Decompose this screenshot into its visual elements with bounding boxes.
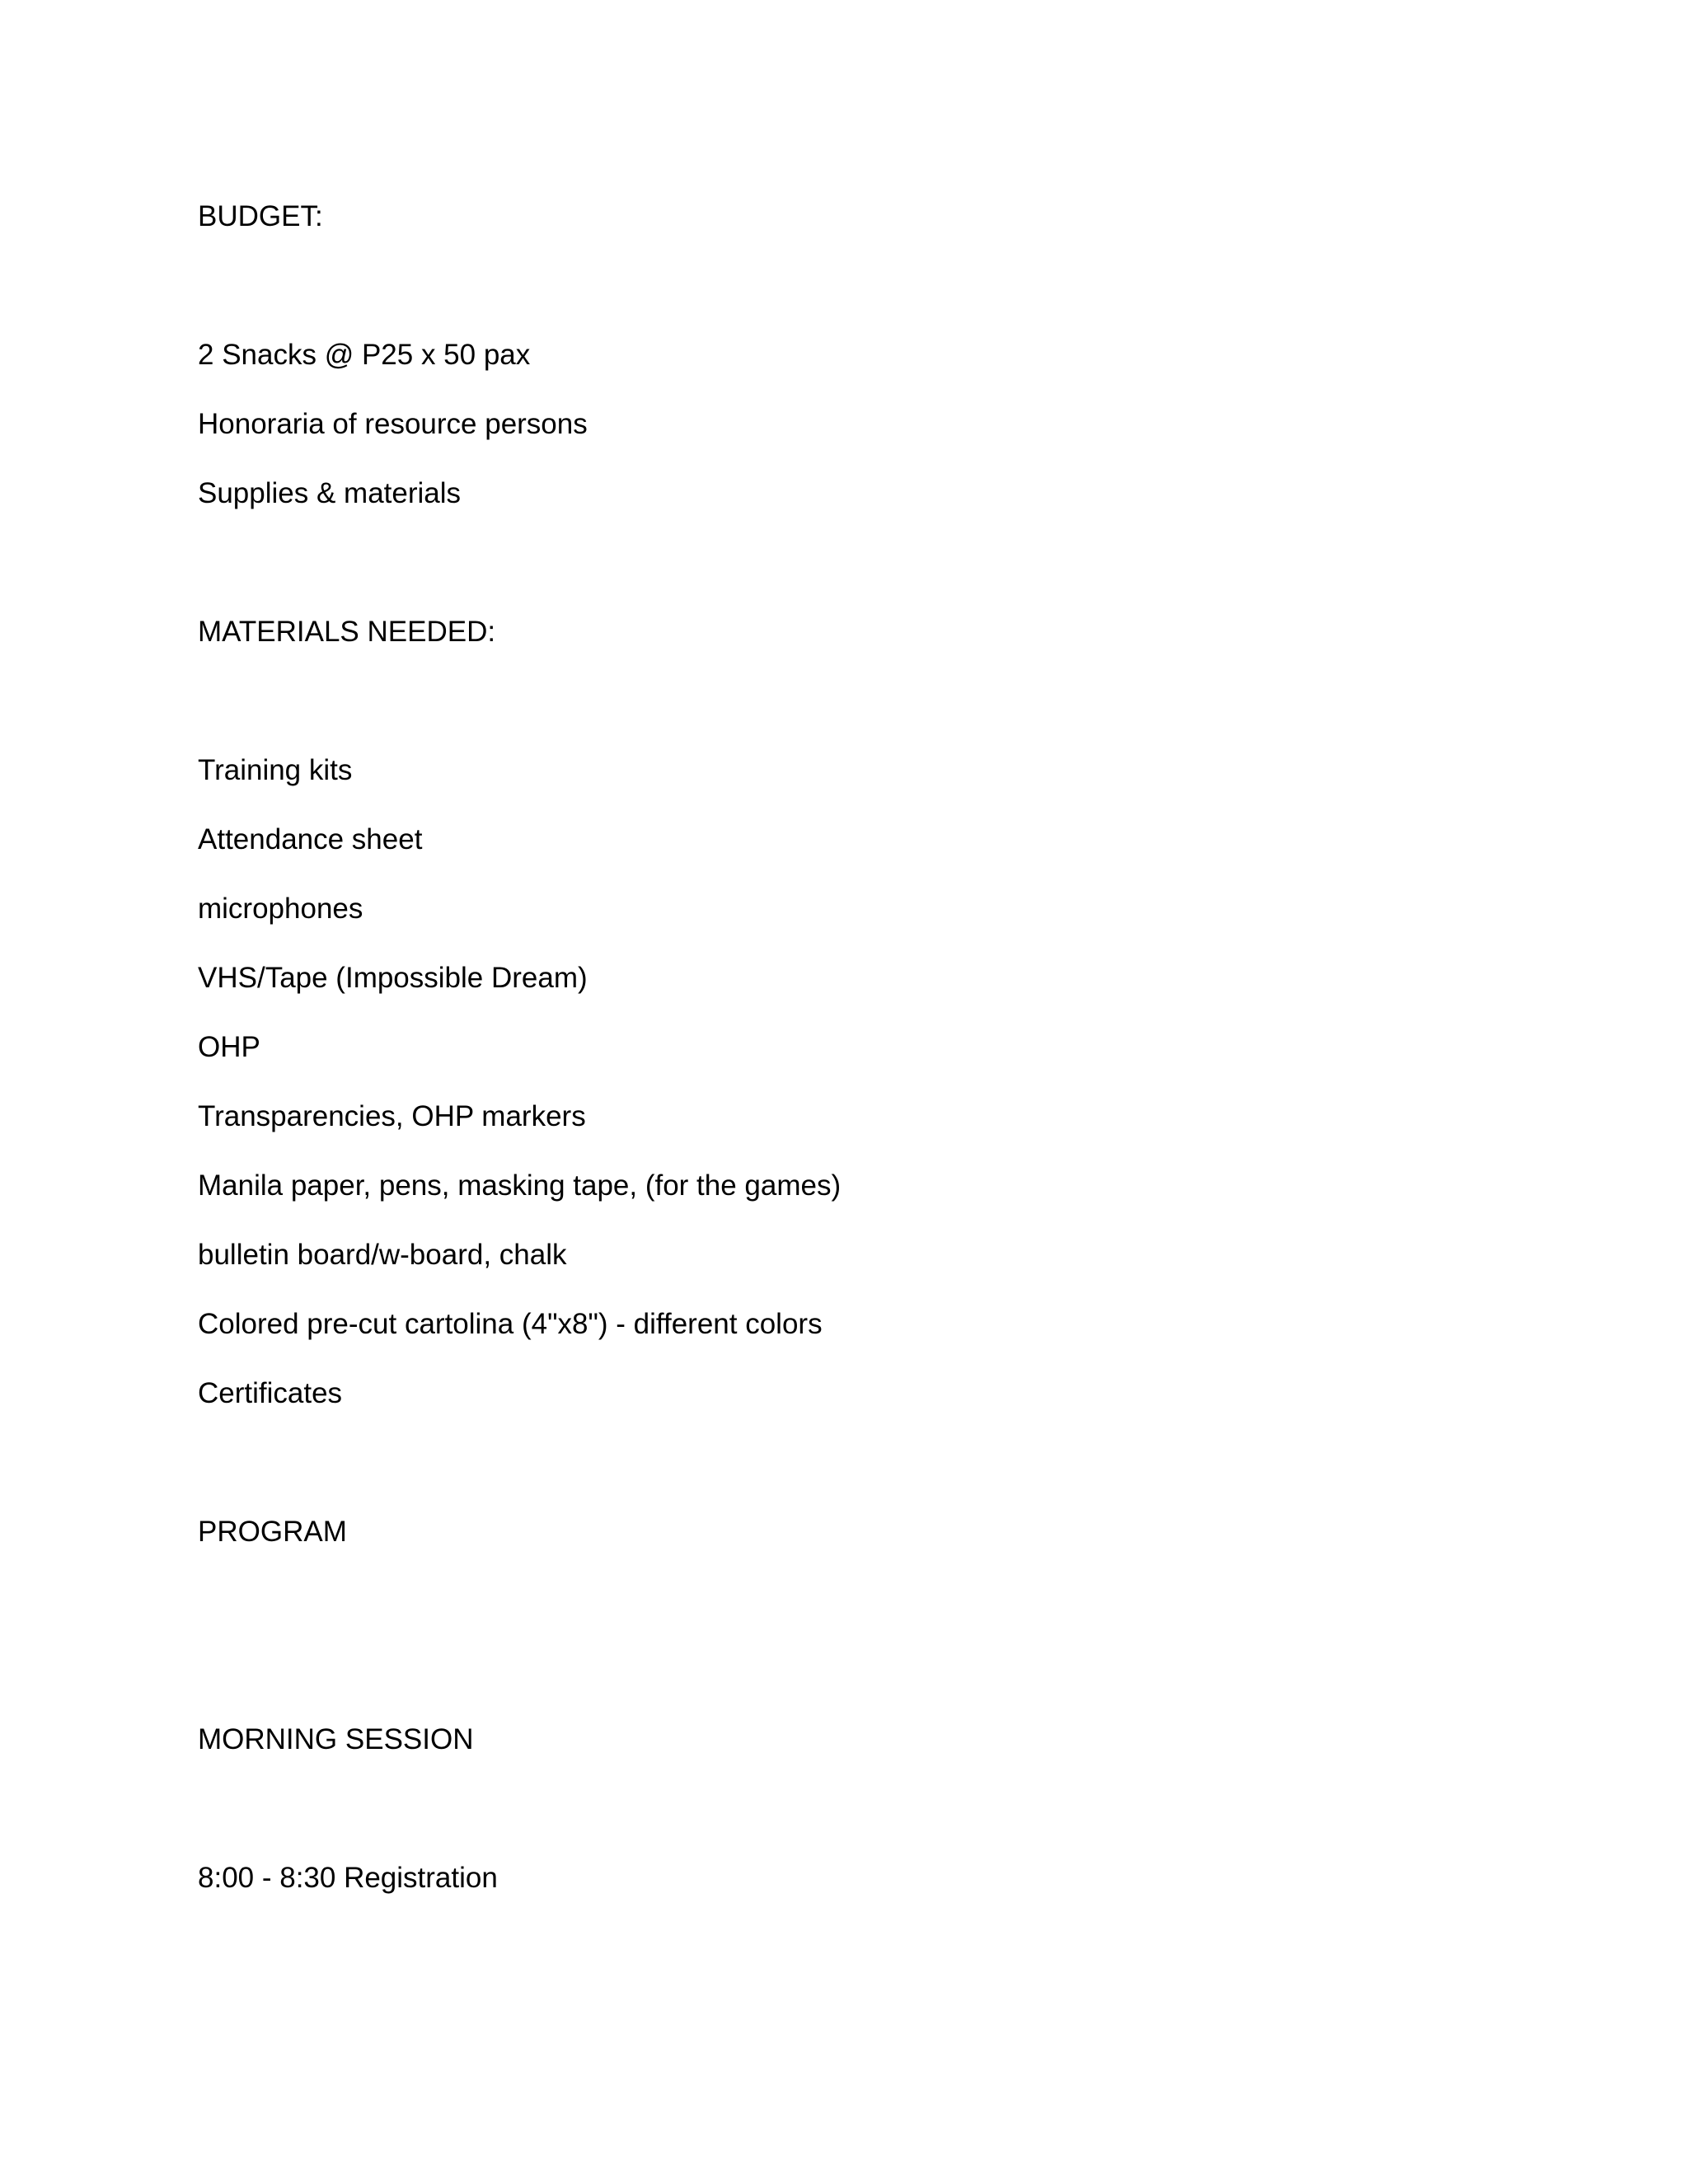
materials-item: Transparencies, OHP markers [198, 1100, 586, 1132]
budget-item-honoraria: Honoraria of resource persons [198, 408, 588, 440]
materials-item: Manila paper, pens, masking tape, (for the games) [198, 1169, 842, 1202]
materials-item: Attendance sheet [198, 823, 423, 855]
program-item-registration: 8:00 - 8:30 Registration [198, 1862, 498, 1894]
program-heading: PROGRAM [198, 1516, 347, 1548]
budget-heading: BUDGET: [198, 200, 323, 232]
budget-item-supplies: Supplies & materials [198, 477, 462, 509]
materials-item: OHP [198, 1031, 260, 1063]
budget-item-snacks: 2 Snacks @ P25 x 50 pax [198, 339, 531, 371]
materials-item: Colored pre-cut cartolina (4"x8") - different colors [198, 1308, 823, 1340]
materials-item: Training kits [198, 754, 353, 786]
morning-session-heading: MORNING SESSION [198, 1723, 474, 1755]
materials-item: microphones [198, 893, 363, 925]
materials-item: bulletin board/w-board, chalk [198, 1239, 567, 1271]
materials-item: VHS/Tape (Impossible Dream) [198, 962, 588, 994]
materials-item: Certificates [198, 1377, 343, 1409]
materials-heading: MATERIALS NEEDED: [198, 616, 496, 648]
